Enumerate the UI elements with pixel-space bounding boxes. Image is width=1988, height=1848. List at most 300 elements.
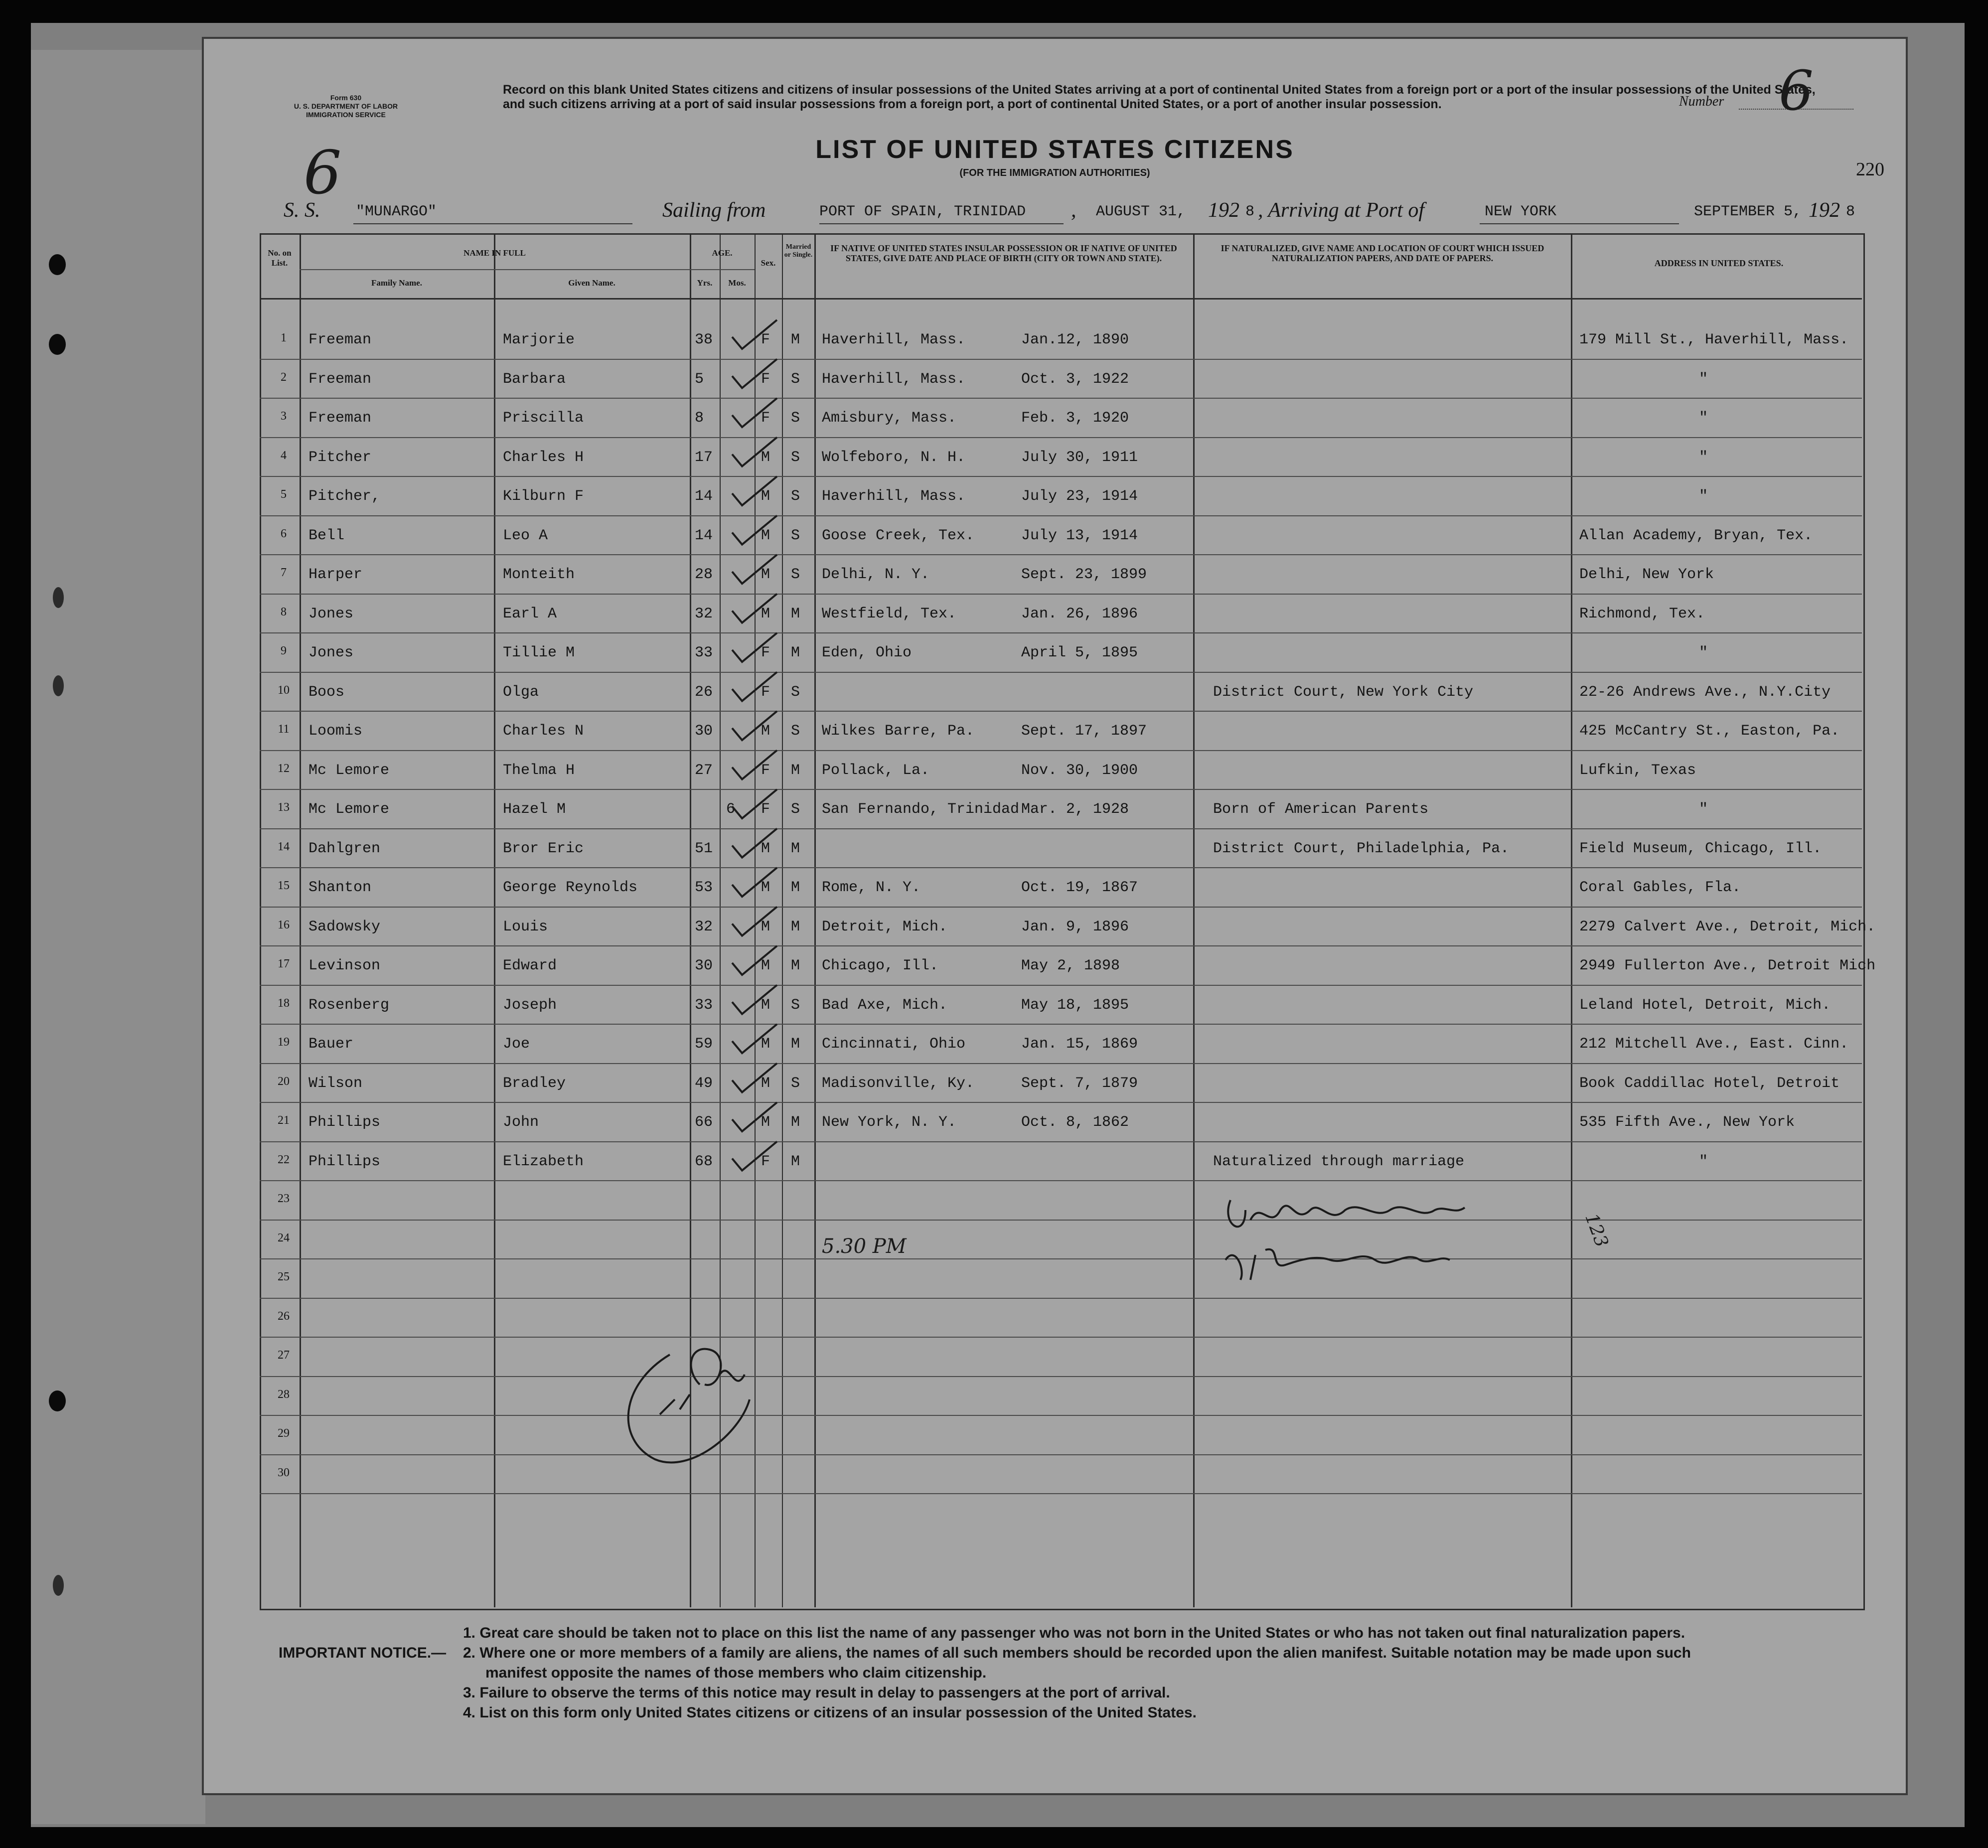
header-rule: [690, 269, 755, 270]
address: 2949 Fullerton Ave., Detroit Mich: [1579, 957, 1876, 974]
birth-place: Haverhill, Mass.: [822, 488, 966, 505]
col-header-naturalized: IF NATURALIZED, GIVE NAME AND LOCATION OF COURT WHICH ISSUED NATURALIZATION PAPERS, AND DATE OF PAPERS.: [1221, 243, 1544, 263]
given-name: Charles H: [503, 449, 584, 466]
row-number: 27: [278, 1349, 290, 1362]
birth-place: Delhi, N. Y.: [822, 566, 930, 583]
check-mark: [732, 789, 777, 818]
birth-place: Detroit, Mich.: [822, 918, 948, 935]
service: IMMIGRATION SERVICE: [306, 111, 386, 119]
table-body: [204, 320, 1906, 1556]
sex: M: [761, 605, 770, 622]
row-rule: [260, 1493, 1862, 1494]
family-name: Phillips: [308, 1153, 381, 1170]
row-number: 21: [278, 1114, 290, 1127]
family-name: Shanton: [308, 879, 372, 896]
sex: M: [761, 918, 770, 935]
row-number: 19: [278, 1036, 290, 1049]
sailing-label: Sailing from: [662, 199, 766, 222]
family-name: Loomis: [308, 723, 363, 740]
check-mark: [732, 1142, 777, 1171]
sex: M: [761, 1075, 770, 1092]
birth-place: Cincinnati, Ohio: [822, 1036, 966, 1053]
sex: M: [761, 1114, 770, 1131]
sex: M: [761, 1036, 770, 1053]
table-row: [204, 1259, 1906, 1298]
col-header-family: Family Name.: [371, 278, 422, 288]
naturalization: District Court, Philadelphia, Pa.: [1213, 840, 1510, 857]
marital-status: M: [791, 879, 800, 896]
col-header-name: NAME IN FULL: [463, 248, 526, 258]
age-years: 33: [695, 644, 713, 661]
marital-status: M: [791, 1153, 800, 1170]
table-row: [204, 438, 1906, 477]
notice-item-1: 1. Great care should be taken not to place on this list the name of any passenger who was not born in the United States or who has not taken out final naturalization papers.: [463, 1625, 1685, 1641]
birth-place: Amisbury, Mass.: [822, 410, 957, 427]
birth-place: Westfield, Tex.: [822, 605, 957, 622]
date-from: AUGUST 31,: [1096, 203, 1186, 220]
given-name: Bror Eric: [503, 840, 584, 857]
check-mark: [732, 946, 777, 975]
address: Field Museum, Chicago, Ill.: [1579, 840, 1822, 857]
family-name: Freeman: [308, 410, 372, 427]
given-name: Edward: [503, 957, 557, 974]
birth-date: Oct. 19, 1867: [1021, 879, 1138, 896]
year-prefix-from: 192: [1208, 199, 1239, 222]
address: ": [1699, 449, 1708, 466]
given-name: Barbara: [503, 370, 566, 388]
family-name: Boos: [308, 683, 345, 701]
family-name: Wilson: [308, 1075, 363, 1092]
table-row: [204, 829, 1906, 868]
birth-place: Rome, N. Y.: [822, 879, 921, 896]
date-to: SEPTEMBER 5,: [1694, 203, 1802, 220]
binder-hole: [53, 675, 64, 696]
age-years: 33: [695, 996, 713, 1014]
form-info: [271, 94, 421, 119]
binder-hole: [49, 334, 66, 355]
table-row: [204, 946, 1906, 985]
birth-place: Haverhill, Mass.: [822, 370, 966, 388]
family-name: Jones: [308, 644, 354, 661]
row-number: 20: [278, 1075, 290, 1088]
check-mark: [732, 672, 777, 701]
marital-status: M: [791, 957, 800, 974]
age-years: 14: [695, 488, 713, 505]
age-years: 27: [695, 762, 713, 779]
table-row: [204, 555, 1906, 594]
given-name: Monteith: [503, 566, 575, 583]
table-row: [204, 1025, 1906, 1064]
address: ": [1699, 1153, 1708, 1170]
notice-item-2: 2. Where one or more members of a family are aliens, the names of all such members should be recorded upon the alien manifest. Suitable notation may be made upon such: [463, 1645, 1691, 1661]
address: Richmond, Tex.: [1579, 605, 1705, 622]
number-label: Number: [1679, 94, 1724, 109]
row-number: 8: [281, 605, 287, 618]
department: U. S. DEPARTMENT OF LABOR: [294, 102, 398, 110]
address: 2279 Calvert Ave., Detroit, Mich.: [1579, 918, 1876, 935]
naturalization: District Court, New York City: [1213, 683, 1474, 701]
birth-place: Eden, Ohio: [822, 644, 912, 661]
sex: M: [761, 488, 770, 505]
row-number: 15: [278, 879, 290, 892]
age-years: 8: [695, 410, 704, 427]
table-row: [204, 1416, 1906, 1455]
check-mark: [732, 711, 777, 740]
intro-text: Record on this blank United States citizens and citizens of insular possessions of the United States arriving at a port of continental United States from a foreign port or a port of the insular possessions of the United States, and such citizens arriving at a port of said insular possessions from a foreign port, a port of continental United States, or a port of another insular possession.: [503, 83, 1816, 111]
age-years: 32: [695, 918, 713, 935]
birth-date: Nov. 30, 1900: [1021, 762, 1138, 779]
row-number: 10: [278, 683, 290, 697]
year-to: 8: [1846, 203, 1855, 220]
given-name: George Reynolds: [503, 879, 638, 896]
col-header-address: ADDRESS IN UNITED STATES.: [1654, 258, 1784, 268]
check-mark: [732, 633, 777, 662]
marital-status: M: [791, 840, 800, 857]
birth-place: Chicago, Ill.: [822, 957, 939, 974]
age-years: 51: [695, 840, 713, 857]
birth-date: Oct. 8, 1862: [1021, 1114, 1129, 1131]
sex: F: [761, 644, 770, 661]
marital-status: M: [791, 1114, 800, 1131]
sex: M: [761, 996, 770, 1014]
birth-date: Jan. 9, 1896: [1021, 918, 1129, 935]
header-rule: [300, 269, 690, 270]
sex: M: [761, 957, 770, 974]
col-header-given: Given Name.: [568, 278, 615, 288]
table-row: [204, 751, 1906, 790]
address: ": [1699, 370, 1708, 388]
check-mark: [732, 1102, 777, 1131]
birth-place: Madisonville, Ky.: [822, 1075, 975, 1092]
table-row: [204, 908, 1906, 946]
marital-status: S: [791, 370, 800, 388]
row-number: 30: [278, 1466, 290, 1479]
age-years: 5: [695, 370, 704, 388]
family-name: Bauer: [308, 1036, 354, 1053]
check-mark: [732, 1024, 777, 1053]
marital-status: S: [791, 801, 800, 818]
sex: F: [761, 683, 770, 701]
family-name: Rosenberg: [308, 996, 390, 1014]
sex: F: [761, 762, 770, 779]
binder-strip: [31, 50, 205, 1824]
page-title: LIST OF UNITED STATES CITIZENS: [815, 135, 1294, 164]
family-name: Mc Lemore: [308, 762, 390, 779]
col-header-sex: Sex.: [761, 258, 776, 268]
marital-status: M: [791, 605, 800, 622]
table-row: [204, 712, 1906, 751]
row-number: 26: [278, 1309, 290, 1323]
age-years: 26: [695, 683, 713, 701]
check-mark: [732, 359, 777, 388]
birth-place: Goose Creek, Tex.: [822, 527, 975, 544]
birth-place: San Fernando, Trinidad: [822, 801, 1020, 818]
year-prefix-to: 192: [1809, 199, 1840, 222]
birth-date: July 30, 1911: [1021, 449, 1138, 466]
given-name: Thelma H: [503, 762, 575, 779]
time-annotation: 5.30 PM: [822, 1235, 907, 1258]
table-row: [204, 1181, 1906, 1220]
row-number: 17: [278, 957, 290, 970]
row-number: 12: [278, 762, 290, 775]
sex: M: [761, 723, 770, 740]
marital-status: S: [791, 527, 800, 544]
age-years: 38: [695, 331, 713, 348]
table-row: [204, 790, 1906, 829]
table-row: [204, 1338, 1906, 1377]
number-annotation: 123: [1581, 1211, 1612, 1250]
marital-status: M: [791, 762, 800, 779]
family-name: Dahlgren: [308, 840, 381, 857]
port-from-underline: [819, 223, 1064, 224]
table-row: [204, 1064, 1906, 1103]
check-mark: [732, 1064, 777, 1092]
binder-hole: [49, 1390, 66, 1411]
table-row: [204, 1455, 1906, 1494]
age-years: 49: [695, 1075, 713, 1092]
notice-label: IMPORTANT NOTICE.—: [279, 1645, 447, 1661]
age-years: 32: [695, 605, 713, 622]
address: Lufkin, Texas: [1579, 762, 1696, 779]
address: Allan Academy, Bryan, Tex.: [1579, 527, 1813, 544]
given-name: Kilburn F: [503, 488, 584, 505]
age-years: 59: [695, 1036, 713, 1053]
given-name: Leo A: [503, 527, 548, 544]
row-number: 29: [278, 1427, 290, 1440]
col-header-married: Married or Single.: [784, 243, 813, 259]
margin-mark: 6: [304, 139, 342, 208]
table-row: [204, 320, 1906, 359]
marital-status: M: [791, 331, 800, 348]
birth-date: July 23, 1914: [1021, 488, 1138, 505]
notice-item-3: 3. Failure to observe the terms of this notice may result in delay to passengers at the port of arrival.: [463, 1685, 1170, 1701]
page-stamp: 220: [1856, 159, 1884, 180]
year-from: 8: [1245, 203, 1255, 220]
check-mark: [732, 751, 777, 779]
sex: M: [761, 840, 770, 857]
check-mark: [732, 555, 777, 584]
birth-date: May 2, 1898: [1021, 957, 1120, 974]
family-name: Pitcher: [308, 449, 372, 466]
binder-hole: [53, 1575, 64, 1596]
row-number: 24: [278, 1231, 290, 1244]
given-name: Joe: [503, 1036, 530, 1053]
check-mark: [732, 829, 777, 858]
table-row: [204, 868, 1906, 907]
port-to: NEW YORK: [1485, 203, 1557, 220]
row-number: 28: [278, 1387, 290, 1401]
table-row: [204, 673, 1906, 712]
given-name: Bradley: [503, 1075, 566, 1092]
family-name: Mc Lemore: [308, 801, 390, 818]
given-name: Priscilla: [503, 410, 584, 427]
table-row: [204, 360, 1906, 399]
manifest-sheet: [202, 37, 1908, 1795]
birth-date: Jan.12, 1890: [1021, 331, 1129, 348]
age-years: 68: [695, 1153, 713, 1170]
given-name: Charles N: [503, 723, 584, 740]
sex: M: [761, 566, 770, 583]
marital-status: S: [791, 1075, 800, 1092]
row-number: 11: [278, 723, 290, 736]
birth-date: Jan. 26, 1896: [1021, 605, 1138, 622]
age-years: 17: [695, 449, 713, 466]
row-number: 14: [278, 840, 290, 853]
given-name: John: [503, 1114, 539, 1131]
address: ": [1699, 644, 1708, 661]
table-row: [204, 1221, 1906, 1259]
family-name: Pitcher,: [308, 488, 381, 505]
row-number: 13: [278, 801, 290, 814]
age-years: 66: [695, 1114, 713, 1131]
ship-underline: [353, 223, 632, 224]
sex: M: [761, 449, 770, 466]
row-number: 4: [281, 449, 287, 462]
sex: M: [761, 879, 770, 896]
given-name: Olga: [503, 683, 539, 701]
check-mark: [732, 985, 777, 1014]
birth-place: New York, N. Y.: [822, 1114, 957, 1131]
address: 212 Mitchell Ave., East. Cinn.: [1579, 1036, 1849, 1053]
birth-place: Pollack, La.: [822, 762, 930, 779]
check-mark: [732, 516, 777, 545]
age-years: 30: [695, 957, 713, 974]
ss-label: S. S.: [284, 199, 320, 222]
marital-status: S: [791, 723, 800, 740]
address: ": [1699, 488, 1708, 505]
number-value: 6: [1779, 59, 1814, 123]
naturalization: Naturalized through marriage: [1213, 1153, 1465, 1170]
marital-status: S: [791, 488, 800, 505]
sex: F: [761, 1153, 770, 1170]
col-header-yrs: Yrs.: [697, 278, 713, 288]
table-row: [204, 1103, 1906, 1142]
family-name: Freeman: [308, 370, 372, 388]
birth-date: Jan. 15, 1869: [1021, 1036, 1138, 1053]
marital-status: S: [791, 566, 800, 583]
birth-date: April 5, 1895: [1021, 644, 1138, 661]
family-name: Sadowsky: [308, 918, 381, 935]
family-name: Levinson: [308, 957, 381, 974]
row-number: 1: [281, 331, 287, 344]
binder-hole: [53, 587, 64, 608]
check-mark: [732, 398, 777, 427]
birth-date: May 18, 1895: [1021, 996, 1129, 1014]
sex: M: [761, 527, 770, 544]
given-name: Elizabeth: [503, 1153, 584, 1170]
sex: F: [761, 370, 770, 388]
age-years: 14: [695, 527, 713, 544]
table-row: [204, 986, 1906, 1025]
row-number: 25: [278, 1270, 290, 1283]
col-header-birth: IF NATIVE OF UNITED STATES INSULAR POSSESSION OR IF NATIVE OF UNITED STATES, GIVE DATE AND PLACE OF BIRTH (CITY OR TOWN AND STATE).: [830, 243, 1177, 263]
birth-date: Sept. 23, 1899: [1021, 566, 1147, 583]
table-row: [204, 399, 1906, 438]
address: Coral Gables, Fla.: [1579, 879, 1741, 896]
port-from: PORT OF SPAIN, TRINIDAD: [819, 203, 1026, 220]
row-number: 5: [281, 488, 287, 501]
check-mark: [732, 438, 777, 466]
table-row: [204, 595, 1906, 633]
birth-date: Sept. 7, 1879: [1021, 1075, 1138, 1092]
table-row: [204, 1299, 1906, 1338]
check-mark: [732, 476, 777, 505]
address: Book Caddillac Hotel, Detroit: [1579, 1075, 1840, 1092]
official-signature: [1216, 1180, 1475, 1295]
age-years: 53: [695, 879, 713, 896]
address: Leland Hotel, Detroit, Mich.: [1579, 996, 1831, 1014]
birth-date: Sept. 17, 1897: [1021, 723, 1147, 740]
marital-status: M: [791, 918, 800, 935]
form-number: Form 630: [330, 94, 362, 102]
age-years: 30: [695, 723, 713, 740]
check-mark: [732, 320, 777, 349]
ship-name: "MUNARGO": [356, 203, 437, 220]
comma: ,: [1071, 199, 1076, 222]
family-name: Harper: [308, 566, 363, 583]
address: Delhi, New York: [1579, 566, 1714, 583]
age-months: 6: [726, 801, 736, 818]
address: 535 Fifth Ave., New York: [1579, 1114, 1795, 1131]
row-number: 16: [278, 918, 290, 931]
check-mark: [732, 594, 777, 623]
header-bottom-rule: [260, 298, 1862, 300]
table-row: [204, 1142, 1906, 1181]
family-name: Bell: [308, 527, 345, 544]
notice-item-2-cont: manifest opposite the names of those members who claim citizenship.: [485, 1665, 987, 1681]
arriving-label: , Arriving at Port of: [1258, 199, 1425, 222]
birth-place: Bad Axe, Mich.: [822, 996, 948, 1014]
family-name: Freeman: [308, 331, 372, 348]
table-row: [204, 1377, 1906, 1416]
given-name: Louis: [503, 918, 548, 935]
birth-place: Wolfeboro, N. H.: [822, 449, 966, 466]
table-row: [204, 477, 1906, 516]
family-name: Jones: [308, 605, 354, 622]
table-row: [204, 633, 1906, 672]
given-name: Marjorie: [503, 331, 575, 348]
birth-date: July 13, 1914: [1021, 527, 1138, 544]
marital-status: M: [791, 644, 800, 661]
address: 22-26 Andrews Ave., N.Y.City: [1579, 683, 1831, 701]
birth-date: Feb. 3, 1920: [1021, 410, 1129, 427]
given-name: Joseph: [503, 996, 557, 1014]
birth-place: Wilkes Barre, Pa.: [822, 723, 975, 740]
col-header-age: AGE.: [712, 248, 733, 258]
age-years: 28: [695, 566, 713, 583]
sex: F: [761, 331, 770, 348]
binder-hole: [49, 254, 66, 275]
address: 179 Mill St., Haverhill, Mass.: [1579, 331, 1849, 348]
col-header-no: No. on List.: [268, 248, 292, 268]
address: 425 McCantry St., Easton, Pa.: [1579, 723, 1840, 740]
row-number: 22: [278, 1153, 290, 1166]
marital-status: S: [791, 683, 800, 701]
given-name: Tillie M: [503, 644, 575, 661]
row-number: 6: [281, 527, 287, 540]
birth-date: Oct. 3, 1922: [1021, 370, 1129, 388]
family-name: Phillips: [308, 1114, 381, 1131]
row-number: 2: [281, 370, 287, 384]
port-to-underline: [1480, 223, 1679, 224]
check-mark: [732, 907, 777, 936]
sex: F: [761, 801, 770, 818]
given-name: Hazel M: [503, 801, 566, 818]
birth-date: Mar. 2, 1928: [1021, 801, 1129, 818]
marital-status: S: [791, 449, 800, 466]
check-mark: [732, 868, 777, 897]
notice-item-4: 4. List on this form only United States citizens or citizens of an insular possession of the United States.: [463, 1704, 1197, 1721]
